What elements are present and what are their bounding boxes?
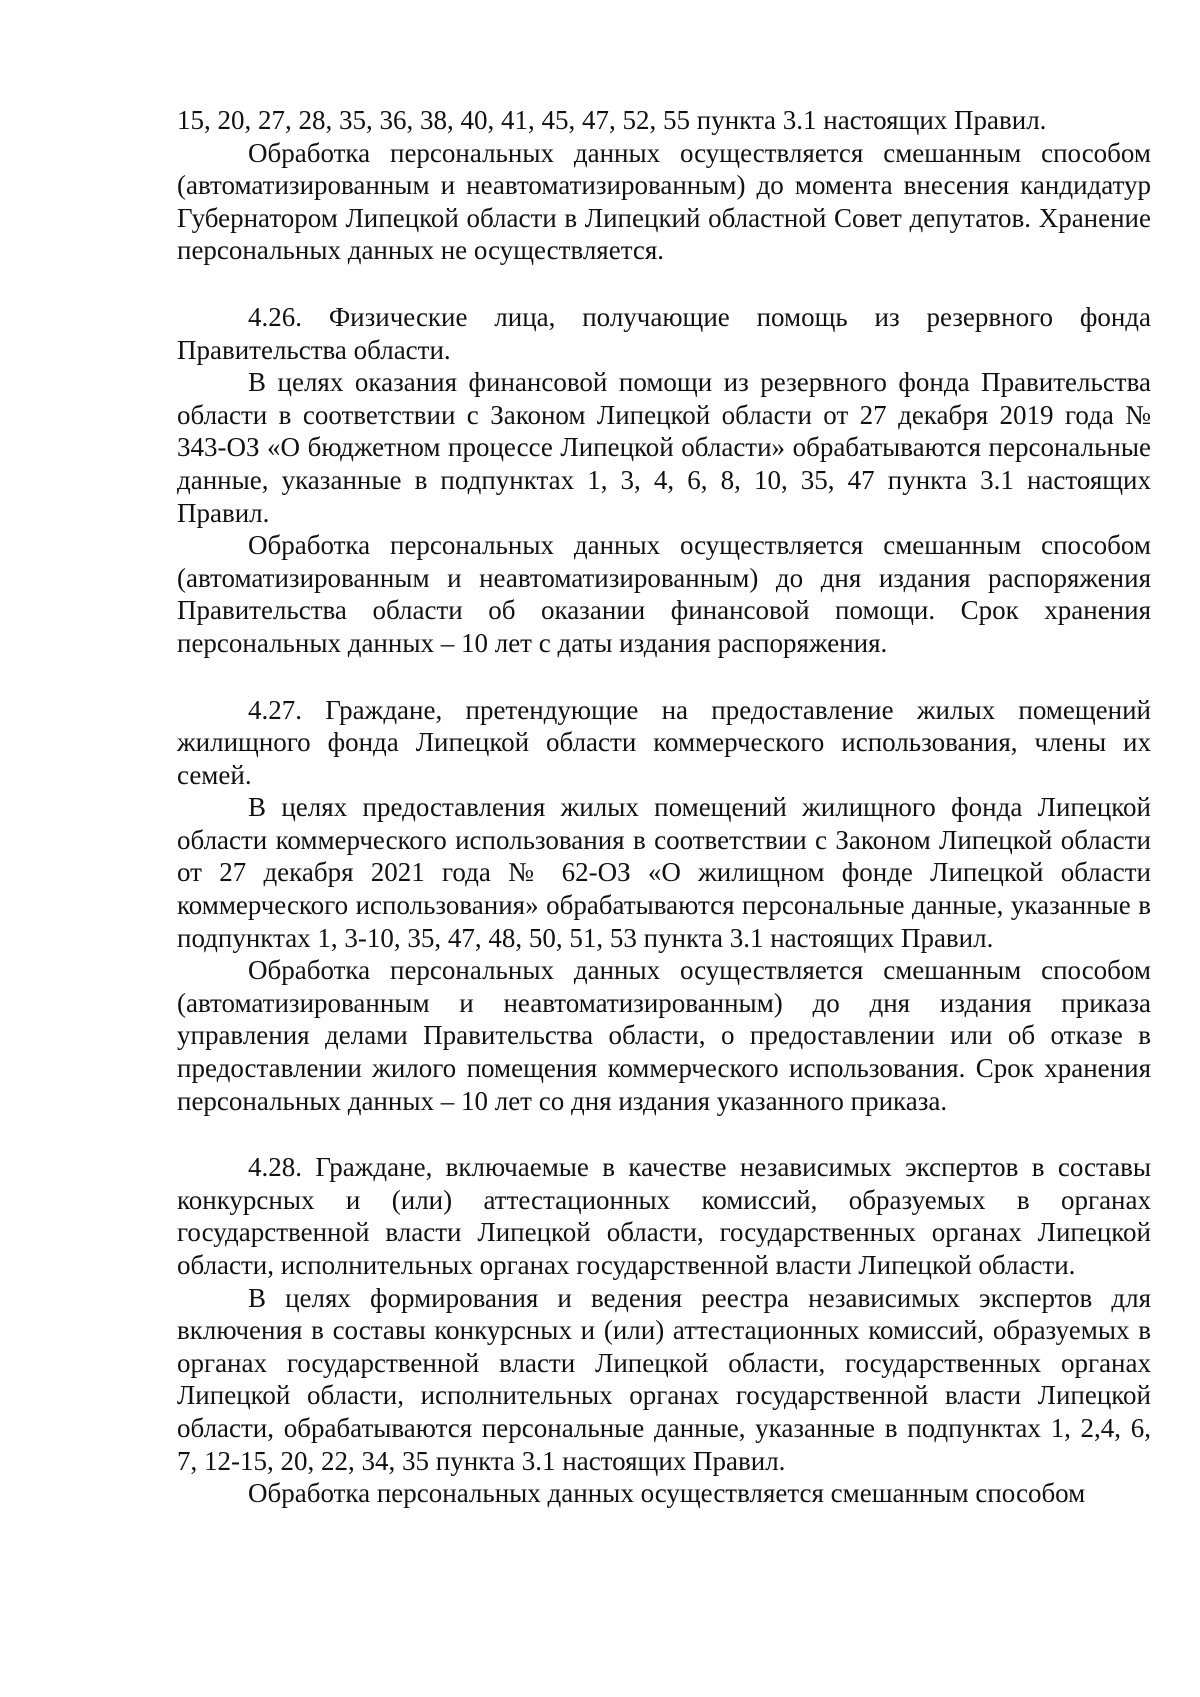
paragraph-continuation: 15, 20, 27, 28, 35, 36, 38, 40, 41, 45, 47, 52, 55 пункта 3.1 настоящих Правил. [177, 105, 1047, 135]
paragraph-processing-method: Обработка персональных данных осуществляется смешанным способом (автоматизированным и неавтоматизированным) до момента внесения кандидатур Губернатором Липецкой области в Липецкий областной Совет депутатов. Хранение персональных данных не осуществляется. [177, 137, 1151, 266]
paragraph-purpose-4-28: В целях формирования и ведения реестра независимых экспертов для включения в составы конкурсных и (или) аттестационных комиссий, образуемых в органах государственной власти Липецкой области, государственных органах Липецкой области, исполнительных органах государственной власти Липецкой области, обрабатываются персональные данные, указанные в подпунктах 1, 2,4, 6, 7, 12-15, 20, 22, 34, 35 пункта 3.1 настоящих Правил. [177, 1282, 1151, 1476]
section-heading-4-26: 4.26. Физические лица, получающие помощь из резервного фонда Правительства области. [177, 301, 1151, 365]
document-body [177, 104, 1151, 1510]
section-heading-4-27: 4.27. Граждане, претендующие на предоставление жилых помещений жилищного фонда Липецкой области коммерческого использования, члены их семей. [177, 694, 1151, 790]
paragraph-processing-4-26: Обработка персональных данных осуществляется смешанным способом (автоматизированным и неавтоматизированным) до дня издания распоряжения Правительства области об оказании финансовой помощи. Срок хранения персональных данных – 10 лет с даты издания распоряжения. [177, 530, 1151, 658]
section-heading-4-28: 4.28. Граждане, включаемые в качестве независимых экспертов в составы конкурсных и (или) аттестационных комиссий, образуемых в органах государственной власти Липецкой области, государственных органах Липецкой области, исполнительных органах государственной власти Липецкой области. [177, 1152, 1151, 1280]
paragraph-purpose-4-27: В целях предоставления жилых помещений жилищного фонда Липецкой области коммерческого использования в соответствии с Законом Липецкой области от 27 декабря 2021 года № 62-ОЗ «О жилищном фонде Липецкой области коммерческого использования» обрабатываются персональные данные, указанные в подпунктах 1, 3-10, 35, 47, 48, 50, 51, 53 пункта 3.1 настоящих Правил. [177, 792, 1151, 953]
paragraph-purpose-4-26: В целях оказания финансовой помощи из резервного фонда Правительства области в соответствии с Законом Липецкой области от 27 декабря 2019 года № 343-ОЗ «О бюджетном процессе Липецкой области» обрабатываются персональные данные, указанные в подпунктах 1, 3, 4, 6, 8, 10, 35, 47 пункта 3.1 настоящих Правил. [177, 367, 1151, 528]
paragraph-processing-4-28: Обработка персональных данных осуществляется смешанным способом [248, 1478, 1086, 1509]
paragraph-processing-4-27: Обработка персональных данных осуществляется смешанным способом (автоматизированным и неавтоматизированным) до дня издания приказа управления делами Правительства области, о предоставлении или об отказе в предоставлении жилого помещения коммерческого использования. Срок хранения персональных данных – 10 лет со дня издания указанного приказа. [177, 955, 1151, 1116]
